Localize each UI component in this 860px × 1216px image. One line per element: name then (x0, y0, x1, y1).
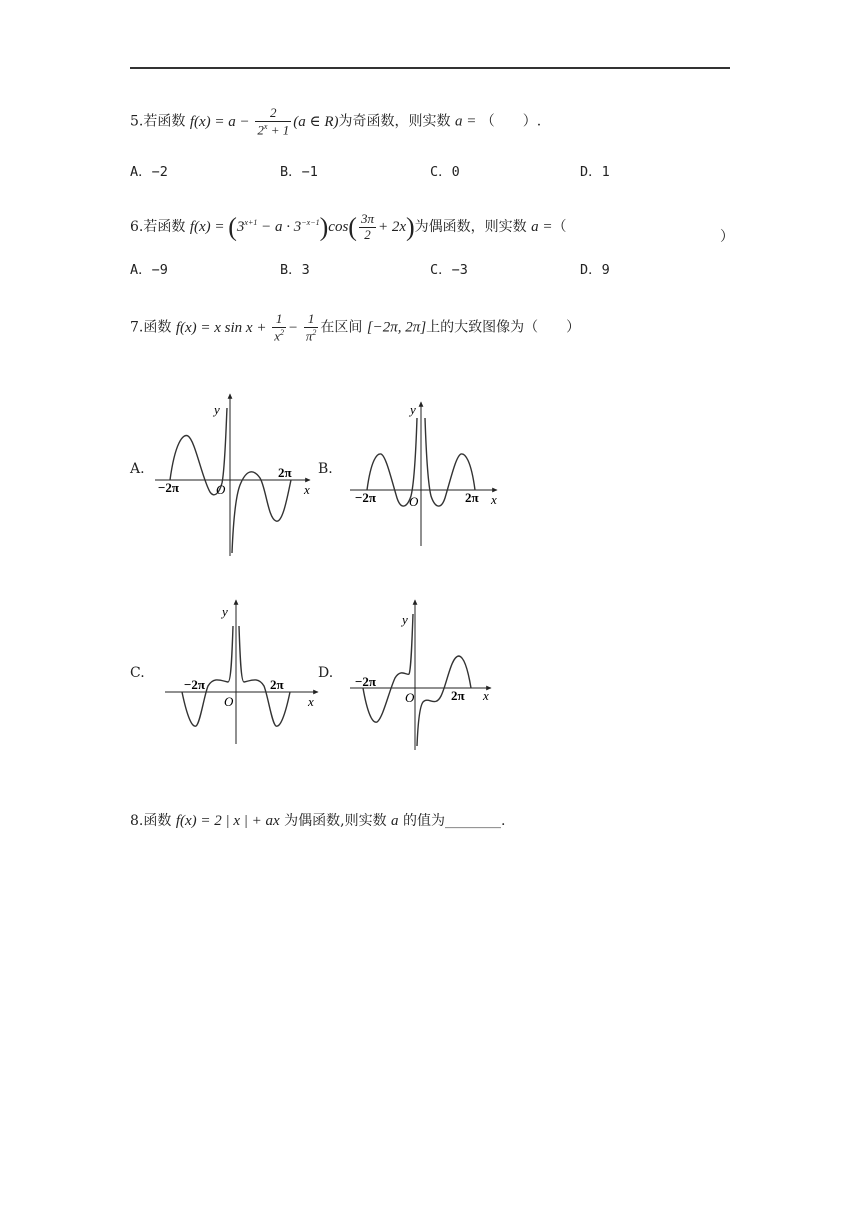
q5-text-after: 为奇函数，则实数 (338, 113, 451, 130)
q5-option-c: C．0 (430, 164, 460, 180)
question-7 (130, 312, 580, 344)
q7-label-b: B. (318, 461, 333, 477)
q6-text-after: 为偶函数，则实数 (414, 218, 527, 235)
q6-number: 6. (130, 218, 144, 235)
graph-d-right-tick: 2π (451, 688, 465, 703)
graph-d (345, 596, 505, 754)
graph-c-left-tick: −2π (184, 677, 206, 692)
q6-option-d: D．9 (580, 262, 610, 278)
q7-interval: [−2π, 2π] (366, 319, 427, 336)
graph-a-left-tick: −2π (158, 480, 180, 495)
q6-option-c: C．−3 (430, 262, 468, 278)
q6-formula: $f(x) = (3^{x+1} - a \cdot 3^{-x-1})\cos$( $\frac{3\pi}{2}$ + 2x) (189, 211, 415, 242)
q7-label-d: D. (318, 665, 334, 681)
graph-d-x-label: x (483, 688, 489, 703)
graph-d-origin: O (405, 690, 415, 705)
q6-blank-close: ） (720, 229, 734, 245)
graph-b-right-tick: 2π (465, 490, 479, 505)
q7-text-after: 上的大致图像为（ ） (426, 319, 581, 336)
q5-text-before: 若函数 (143, 113, 186, 130)
graph-a-origin: O (216, 482, 226, 497)
q7-text-mid: 在区间 (320, 319, 363, 336)
q8-text-after: 为偶函数,则实数 (284, 813, 387, 829)
q8-formula: f(x) = 2 | x | + ax (175, 813, 280, 829)
graph-a (150, 388, 320, 560)
graph-b (345, 398, 505, 550)
q5-option-b: B．−1 (280, 164, 318, 180)
q6-text-before: 若函数 (143, 218, 186, 235)
graph-b-y-label: y (410, 402, 416, 417)
q7-number: 7. (130, 319, 144, 336)
q5-option-a: A．−2 (130, 164, 168, 180)
graph-c-right-tick: 2π (270, 677, 284, 692)
q5-option-d: D．1 (580, 164, 610, 180)
header-rule (130, 67, 730, 69)
q5-blank: （ ）. (480, 113, 542, 130)
graph-b-left-tick: −2π (355, 490, 377, 505)
q5-var: a = (454, 113, 477, 130)
graph-a-y-label: y (214, 402, 220, 417)
graph-c-x-label: x (308, 694, 314, 709)
q6-var: a = (531, 218, 553, 235)
q8-answer-blank[interactable]: 的值为________. (403, 813, 506, 829)
graph-b-origin: O (409, 494, 419, 509)
q6-option-a: A．−9 (130, 262, 168, 278)
q7-formula: f(x) = x sin x + $\frac{1}{x^2}$ − $\frac{1}{\pi^2}$ (175, 311, 317, 344)
graph-c-origin: O (224, 694, 234, 709)
graph-a-right-tick: 2π (278, 465, 292, 480)
q6-blank-open: （ (552, 218, 567, 235)
question-8 (130, 810, 505, 830)
graph-c-y-label: y (222, 604, 228, 619)
graph-a-x-label: x (304, 482, 310, 497)
q5-formula: f(x) = a − $\frac{2}{2^x + 1}$ (a ∈ R) (189, 105, 339, 138)
q7-label-a: A. (130, 461, 145, 477)
q7-label-c: C. (130, 665, 145, 681)
graph-c (160, 596, 325, 748)
q8-var: a (391, 813, 399, 829)
q8-text-before: 函数 (143, 813, 172, 829)
q7-text-before: 函数 (143, 319, 172, 336)
graph-b-x-label: x (491, 492, 497, 507)
q8-number: 8. (130, 813, 144, 829)
graph-d-y-label: y (402, 612, 408, 627)
q6-option-b: B．3 (280, 262, 310, 278)
q5-number: 5. (130, 113, 144, 130)
graph-d-left-tick: −2π (355, 674, 377, 689)
question-5 (130, 106, 541, 138)
question-6 (130, 212, 567, 243)
